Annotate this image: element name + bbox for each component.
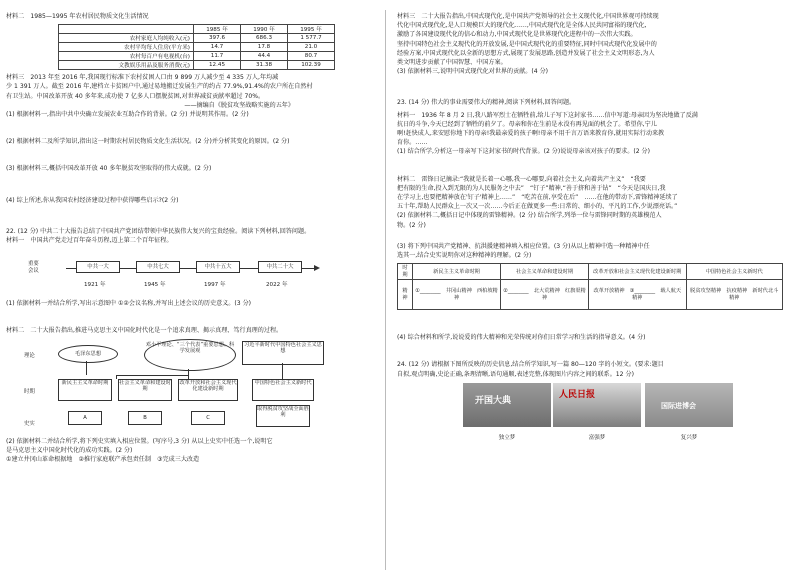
- period-socialist-construction: 社会主义革命和建设时期: [118, 379, 172, 401]
- theory-maozedong: 毛泽东思想: [58, 345, 118, 363]
- rural-living-table: [58, 24, 335, 70]
- material-3-line: 少 1 391 万人。截至 2016 年,建档立卡贫困户中,通过易地搬迁发展生产的约占 77.9%,91.4%的农户所在自然村: [6, 83, 313, 91]
- photo-caption: 富强梦: [588, 434, 606, 441]
- material-3-line: 材料三 二十大报告指出,中国式现代化,是中国共产党领导的社会主义现代化,中国世界观可持续现: [397, 13, 659, 20]
- table-row: 时期 新民主主义革命时期 社会主义革命和建设时期 改革开放和社会主义现代化建设新时期 中国特色社会主义新时代: [398, 264, 783, 280]
- question-23-2-cont: 物。(2 分): [397, 221, 426, 229]
- question-22-2: (2) 依据材料二并结合所学,将下列史实填入相应位置。(写序号,3 分) 从以上史实中任选一个,说明它: [6, 437, 273, 445]
- q23-material-1: 抗日的斗争,今天已经到了牺牲的前夕了。母亲和你在生前是永没有再见面的机会了。希望你,宁儿: [397, 120, 657, 128]
- question-24: 24. (12 分) 请根据下图所反映的历史信息,结合所学知识,写一篇 80—120 字的小短文。(要求:题目: [397, 361, 664, 369]
- material-3-line: 坚持中国特色社会主义现代化的开放发展,是中国式现代化的重要特征,同时中国式现代化发展中的: [397, 40, 657, 48]
- photo-strip: [397, 383, 783, 449]
- theory-deng-three-represents: 邓小平理论、“三个代表”重要思想、科学发展观: [144, 339, 236, 371]
- question-3: (3) 依据材料三,说明中国式现代化对世界的贡献。(4 分): [397, 68, 549, 76]
- q23-material-1: 啊!赶快成人,来安慰你地下的母亲!我最亲爱的孩子啊!母亲不用千言万语来教育你,就用实际行动来教: [397, 130, 665, 138]
- q23-material-1: 材料一 1936 年 8 月 2 日,我八路军烈士在牺牲前,给儿子写下这封家书……信中写道:母亲因为坚决地做了反满: [397, 111, 698, 119]
- fact-a: A: [68, 411, 102, 425]
- question-1: (1) 根据材料一,指出中共中央确立发展农业互助合作的背景。(2 分) 并说明其作用。(2 分): [6, 111, 249, 119]
- timeline-box: 中共十五大: [196, 261, 240, 273]
- timeline-year: 1945 年: [144, 282, 166, 289]
- column-divider: [385, 10, 386, 570]
- q23-material-2: 五十年,帮助人民群众上一次又一次……今后正在做更多一些:日常的、细小的、平凡的工作,少说漂亮话。”: [397, 203, 678, 211]
- table-row: 农村平均每人住房(平方米) 14.7 17.8 21.0: [59, 43, 335, 52]
- material-3-line: 有卫生站。中国改革开放 40 多年来,成功使 7 亿多人口摆脱贫困,对世界减贫贡献率超过 70%。: [6, 92, 265, 100]
- spirit-table: [397, 263, 783, 310]
- question-22-1: (1) 依据材料一并结合所学,写出示意图中 ①②会议名称,并写出上述会议的历史意义。(3 分): [6, 300, 252, 308]
- import-expo-photo: 国际进博会: [645, 383, 733, 427]
- theory-xi-thought: 习近平新时代中国特色社会主义思想: [242, 341, 324, 365]
- table-row: 文教娱乐用品及服务消费(元) 12.45 31.38 102.39: [59, 61, 335, 70]
- photo-caption: 复兴梦: [680, 434, 698, 441]
- fact-b: B: [128, 411, 162, 425]
- meeting-timeline: [6, 249, 374, 297]
- material-3-line: 激励了各国建设现代化的信心和动力,中国式现代化是世界现代化进程中的一次伟大实践。: [397, 31, 637, 39]
- material-3-line: 经验方案,中国式现代化以全新的思想方式,展现了发展思路,创造并发展了社会主义文明形态,为人: [397, 49, 655, 57]
- question-23-title: 23. (14 分) 伟大的事业需要伟大的精神,阅读下列材料,回答问题。: [397, 99, 576, 107]
- question-23-4: (4) 综合材料和所学,说说爱的伟大精神和光荣传统对你们日常学习和生活的指导意义。(4 分): [397, 334, 646, 342]
- table-row: 农村每百户有电视机(台) 11.7 44.4 80.7: [59, 52, 335, 61]
- question-23-3: (3) 将下列中国共产党精神、抗洪援建精神填入相应位置。(3 分)从以上精神中选一种精神中任: [397, 242, 650, 250]
- question-22-title: 22. (12 分) 中共二十大报告总结了中国共产党团结带领中华民族伟大复兴的宝贵经验。阅读下列材料,回答问题。: [6, 227, 311, 235]
- question-2: (2) 根据材料二及所学知识,指出这一时期农村居民物质文化生活状况。(2 分)并分析其变化的原因。(2 分): [6, 138, 290, 146]
- period-reform-opening: 改革开放和社会主义现代化建设新时期: [178, 379, 238, 401]
- table-header-row: 1985 年 1990 年 1995 年: [59, 25, 335, 34]
- material-2-title: 材料二 1985—1995 年农村居民物质文化生活情况: [6, 13, 149, 20]
- question-3: (3) 根据材料三,概括中国改革开放 40 多年脱贫攻坚取得的伟大成就。(2 分): [6, 165, 212, 173]
- timeline-arrow: [314, 265, 320, 271]
- fact-poverty-victory: 取得脱贫攻坚战全面胜利: [256, 405, 310, 427]
- material-3-source: ——摘编自《脱贫攻坚战略实施的五年》: [184, 101, 294, 109]
- theory-diagram: [6, 339, 374, 433]
- diagram-label-theory: 理论: [24, 352, 35, 359]
- question-22-2-cont: 是马克思主义中国化时代化的成功实践。(2 分): [6, 446, 133, 454]
- peoples-daily-photo: 人民日报: [553, 383, 641, 427]
- timeline-year: 1921 年: [84, 282, 106, 289]
- timeline-box: 中共二十大: [258, 261, 302, 273]
- period-new-democratic: 新民主主义革命时期: [58, 379, 112, 401]
- question-24-cont: 自拟,观点明确,史论正确,条理清晰,语句通顺,表述完整,体现图片内容之间的联系。12 分): [397, 370, 634, 378]
- question-4: (4) 综上所述,你从我国农村经济建设过程中获得哪些启示?(2 分): [6, 196, 179, 204]
- founding-ceremony-photo: 开国大典: [463, 383, 551, 427]
- timeline-label: 重要 会议: [28, 261, 39, 274]
- photo-caption: 独立梦: [498, 434, 516, 441]
- question-22-options: ①建立井冈山革命根据地 ②推行家庭联产承包责任制 ③完成三大改造: [6, 456, 200, 464]
- material-3-line: 代化中国式现代化,是人口规模巨大的现代化……,中国式现代化是全体人民共同富裕的现代化,: [397, 22, 647, 30]
- diagram-label-history: 史实: [24, 420, 35, 427]
- table-row: 农村家庭人均纯收入(元) 397.6 686.3 1 577.7: [59, 34, 335, 43]
- table-row: 精神 ①________ 井冈山精神 西柏坡精神 ②________ 北大荒精神 红旗渠精神 改革开放精神 ③________ 载人航天精神 脱贫攻坚精神 抗疫精神 新时代北斗精神: [398, 280, 783, 310]
- q23-material-2: 把有限的生命,投入到无限的为人民服务之中去” “钉子”精神,“善于挤和善于钻” “今天是国庆日,我: [397, 184, 666, 192]
- fact-c: C: [191, 411, 225, 425]
- q23-material-2: 材料二 雷锋日记摘录:“我就是长着一心哪,我一心哪要,向着社会主义,向着共产主义” “我要: [397, 175, 646, 183]
- material-3-line: 材料三 2013 年至 2016 年,我国现行标准下农村贫困人口由 9 899 万人减少至 4 335 万人,年均减: [6, 74, 279, 82]
- period-new-era: 中国特色社会主义新时代: [252, 379, 314, 401]
- q22-material-1: 材料一 中国共产党走过百年奋斗历程,迈上第二个百年征程。: [6, 237, 173, 245]
- diagram-label-period: 时期: [24, 388, 35, 395]
- q23-material-2: 在学习上,也要把精神放在'钉子'精神上……” “吃苦在前,享受在后” ……在他的带动下,雷锋精神延续了: [397, 194, 678, 202]
- right-column: [397, 12, 783, 566]
- question-23-2: (2) 依据材料二,概括日记中体现的雷锋精神。(2 分) 结合所学,列举一位与雷锋同时期的英雄模范人: [397, 212, 662, 220]
- q23-material-1: 育你。……: [397, 139, 428, 147]
- timeline-box: 中共一大: [76, 261, 120, 273]
- question-23-1: (1) 结合所学,分析这一母亲写下这封家书的时代背景。(2 分)说说母亲该对孩子的要求。(2 分): [397, 148, 651, 156]
- timeline-year: 2022 年: [266, 282, 288, 289]
- q22-material-2: 材料二 二十大报告指出,推进马克思主义中国化时代化是一个追求真理、揭示真理、笃行真理的过程。: [6, 327, 283, 335]
- material-3-line: 类文明进步贡献了中国智慧、中国方案。: [397, 59, 507, 67]
- timeline-year: 1997 年: [204, 282, 226, 289]
- timeline-box: 中共七大: [136, 261, 180, 273]
- left-column: [6, 12, 374, 566]
- question-23-3-cont: 选其一,结合史实说明你对这种精神的理解。(2 分): [397, 252, 532, 260]
